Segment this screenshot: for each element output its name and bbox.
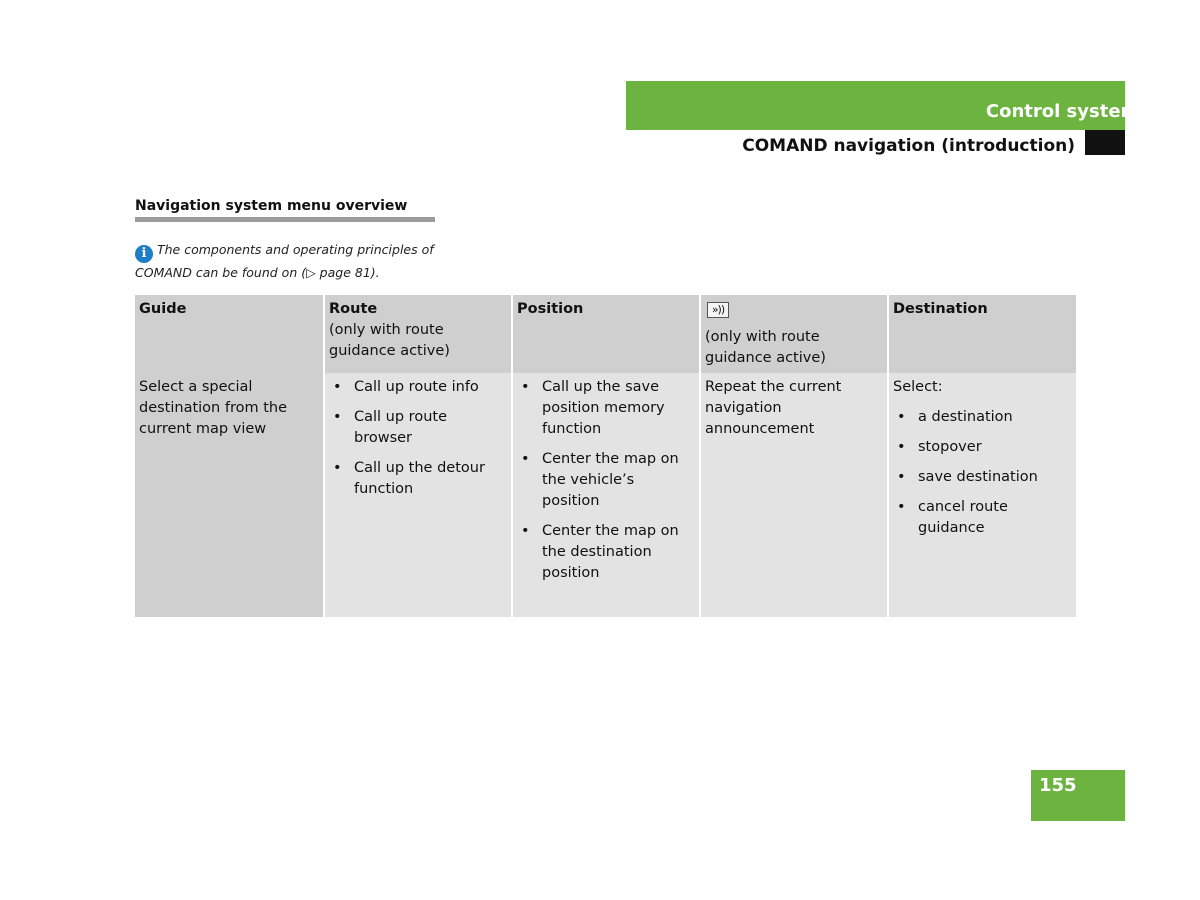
column-header-destination — [887, 295, 1076, 373]
destination-list — [893, 407, 1072, 539]
info-note-text: The components and operating principles of COMAND can be found on (▷ page 81). — [135, 242, 434, 280]
destination-cell — [887, 373, 1076, 617]
column-header-route — [323, 295, 511, 373]
info-icon: i — [135, 245, 153, 263]
position-cell — [511, 373, 699, 617]
list-item: • a destination — [893, 407, 1072, 428]
speaker-voice-icon-glyph: »)) — [707, 302, 729, 318]
route-cell — [323, 373, 511, 617]
list-item: • stopover — [893, 437, 1072, 458]
section-title: Control systems — [985, 101, 1150, 122]
navigation-menu-table — [135, 295, 1076, 617]
list-item: • save destination — [893, 467, 1072, 488]
column-name: Route — [329, 301, 378, 317]
route-list — [329, 377, 507, 500]
column-name: Destination — [893, 301, 988, 317]
chapter-tab-marker — [1085, 130, 1125, 155]
list-item: • cancel route guidance — [893, 497, 1072, 539]
table-body-row — [135, 373, 1076, 617]
list-item: • Center the map on the destination position — [517, 521, 695, 584]
subsection-title: COMAND navigation (introduction) — [742, 136, 1075, 156]
list-item: • Center the map on the vehicle’s position — [517, 449, 695, 512]
list-item: • Call up route info — [329, 377, 507, 398]
column-header-position — [511, 295, 699, 373]
info-note — [135, 240, 455, 282]
column-header-guide — [135, 295, 323, 373]
speaker-voice-icon — [705, 299, 731, 320]
page-number: 155 — [1031, 770, 1125, 821]
column-note: (only with route guidance active) — [329, 322, 450, 359]
list-item: • Call up the save position memory function — [517, 377, 695, 440]
position-list — [517, 377, 695, 584]
guide-cell — [135, 373, 323, 617]
table-header-row — [135, 295, 1076, 373]
column-header-voice — [699, 295, 887, 373]
guide-description: Select a special destination from the current map view — [139, 379, 288, 437]
destination-select-label: Select: — [893, 379, 943, 395]
heading-underline — [135, 217, 435, 222]
voice-description: Repeat the current navigation announcement — [705, 379, 842, 437]
voice-cell — [699, 373, 887, 617]
column-name: Position — [517, 301, 584, 317]
column-name: Guide — [139, 301, 187, 317]
column-note: (only with route guidance active) — [705, 329, 826, 366]
list-item: • Call up the detour function — [329, 458, 507, 500]
overview-heading: Navigation system menu overview — [135, 198, 408, 214]
list-item: • Call up route browser — [329, 407, 507, 449]
